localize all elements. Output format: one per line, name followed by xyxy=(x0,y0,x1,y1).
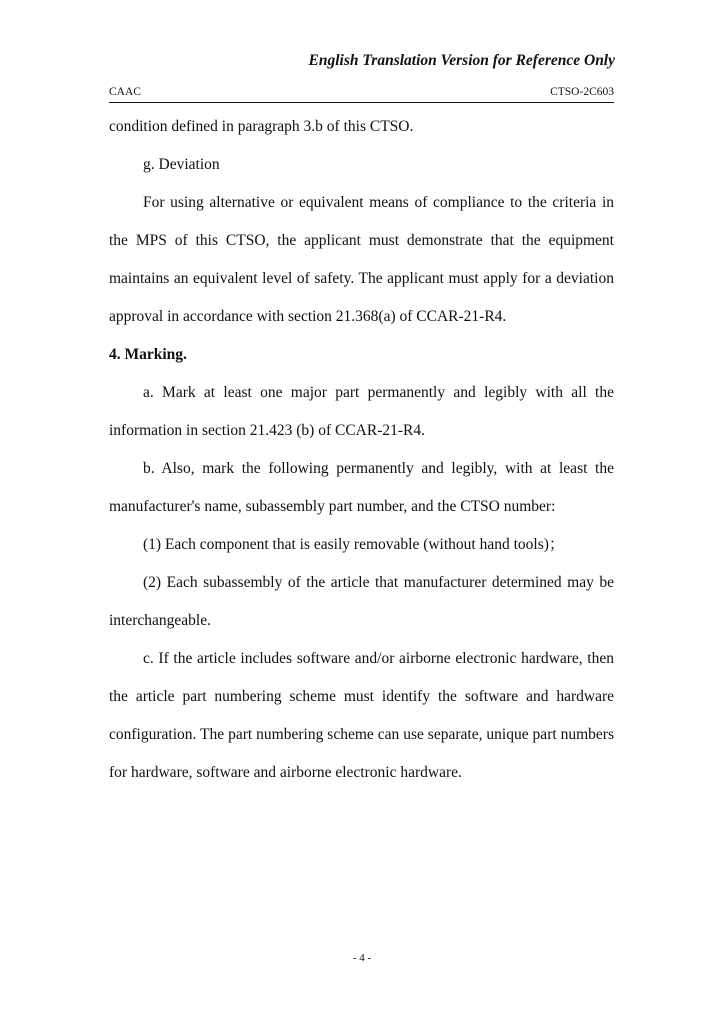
running-header xyxy=(109,86,614,103)
document-body xyxy=(109,108,614,792)
list-item-1: (1) Each component that is easily removable (without hand tools)； xyxy=(143,536,565,553)
paragraph-marking-c: c. If the article includes software and/or airborne electronic hardware, then the article part numbering scheme must identify the software and hardware configuration. The part numbering scheme can use separate, unique part numbers for hardware, software and airborne electronic hardware. xyxy=(109,650,614,781)
paragraph-marking-a: a. Mark at least one major part permanently and legibly with all the information in section 21.423 (b) of CCAR-21-R4. xyxy=(109,384,614,439)
section-heading-marking: 4. Marking. xyxy=(109,346,187,363)
paragraph-continuation: condition defined in paragraph 3.b of this CTSO. xyxy=(109,118,414,135)
paragraph-marking-b: b. Also, mark the following permanently and legibly, with at least the manufacturer's name, subassembly part number, and the CTSO number: xyxy=(109,460,614,515)
header-organization: CAAC xyxy=(109,86,141,98)
translation-note: English Translation Version for Reference Only xyxy=(308,52,615,69)
subsection-deviation-title: g. Deviation xyxy=(143,156,220,173)
list-item-2: (2) Each subassembly of the article that manufacturer determined may be interchangeable. xyxy=(109,574,614,629)
page-number: - 4 - xyxy=(352,952,372,964)
paragraph-deviation: For using alternative or equivalent means of compliance to the criteria in the MPS of this CTSO, the applicant must demonstrate that the equipment maintains an equivalent level of safety. The applicant must apply for a deviation approval in accordance with section 21.368(a) of CCAR-21-R4. xyxy=(109,194,614,325)
header-document-number: CTSO-2C603 xyxy=(550,86,614,98)
